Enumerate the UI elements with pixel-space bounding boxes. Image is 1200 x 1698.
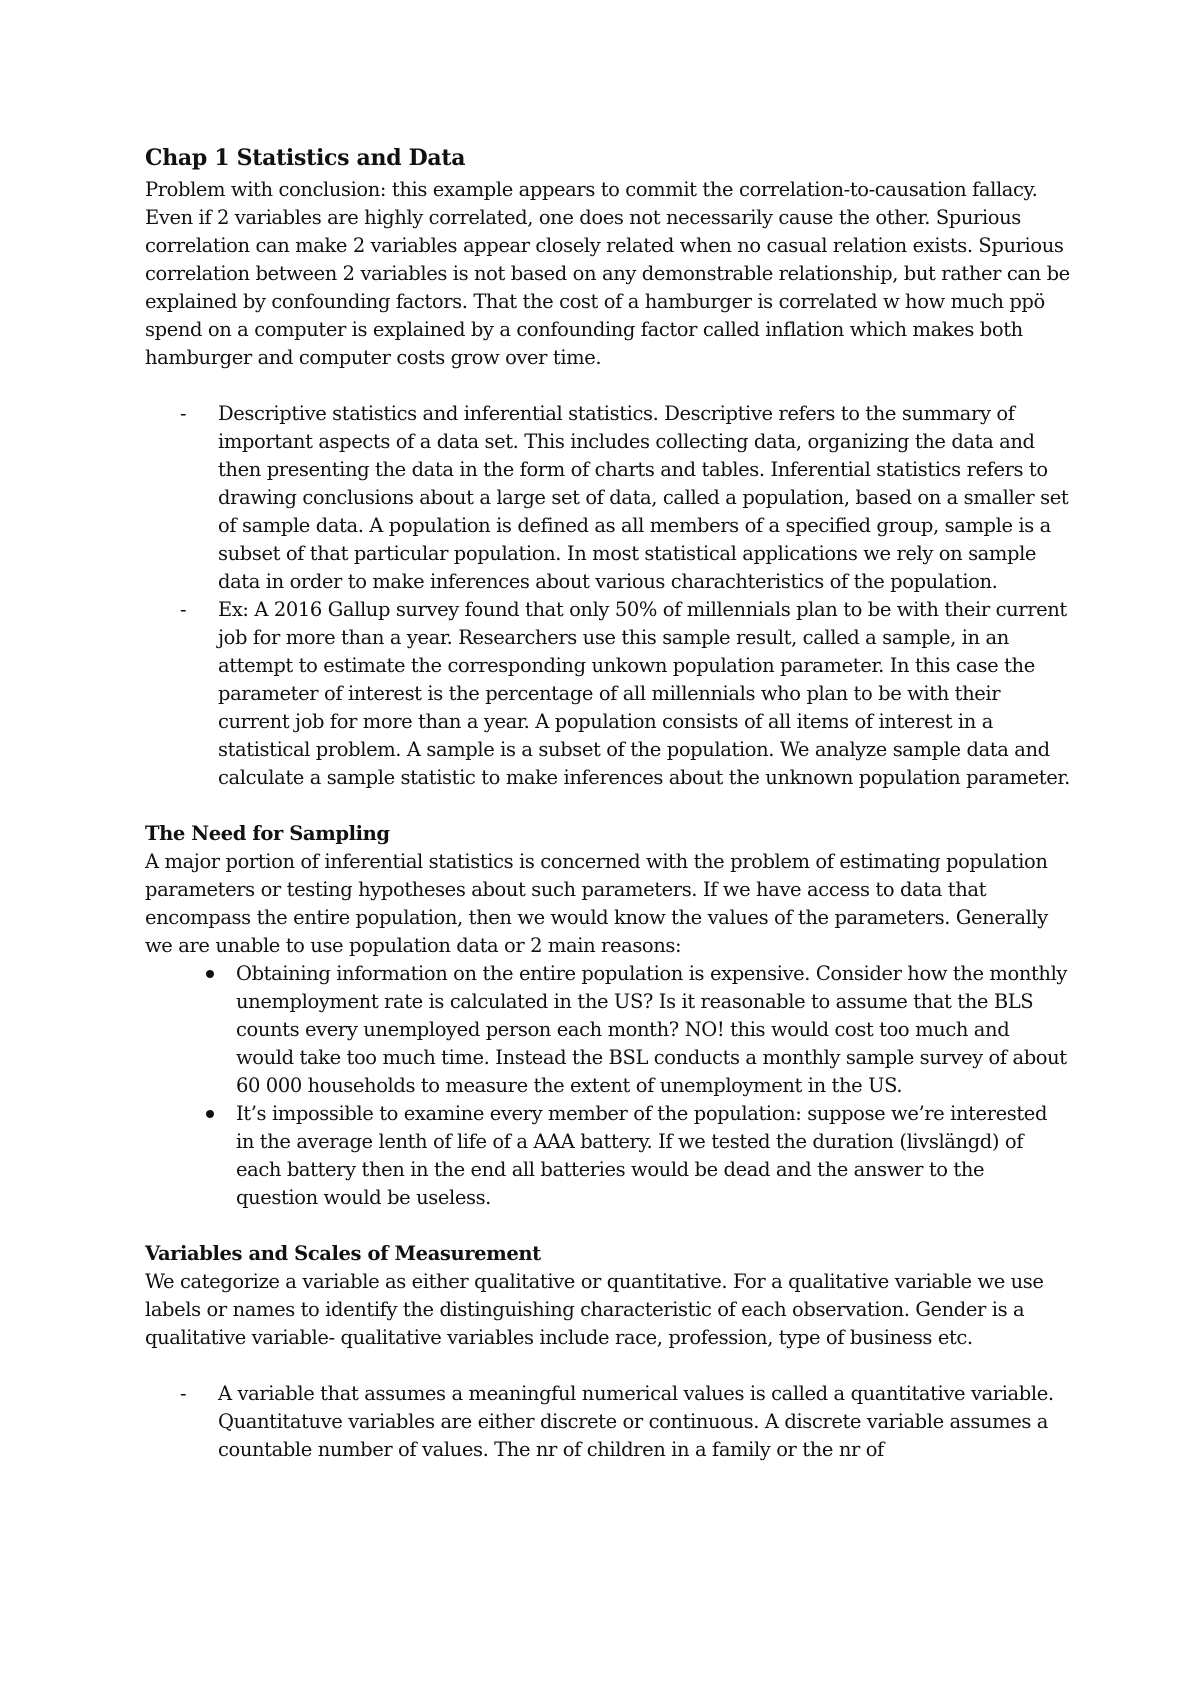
bullet-icon — [206, 1110, 214, 1118]
list-item-text: Descriptive statistics and inferential statistics. Descriptive refers to the summary of important aspects of a data set. This includes collecting data, organizing the data and then presenting the data in the form of charts and tables. Inferential statistics refers to drawing conclusions about a large set of data, called a population, based on a smaller set of sample data. A population is defined as all members of a specified group, sample is a subset of that particular population. In most statistical applications we rely on sample data in order to make inferences about various charachteristics of the population. — [218, 402, 1069, 593]
list-item — [236, 1100, 1070, 1212]
document-page — [145, 142, 1070, 1464]
dash-marker: - — [180, 598, 187, 621]
dash-marker: - — [180, 402, 187, 425]
spacer — [145, 372, 1070, 400]
list-item-text: A variable that assumes a meaningful numerical values is called a quantitative variable. Quantitatuve variables are either discrete or continuous. A discrete variable assumes a countable number of values. The nr of children in a family or the nr of — [218, 1382, 1054, 1461]
sampling-heading: The Need for Sampling — [145, 822, 390, 845]
bullet-icon — [206, 970, 214, 978]
list-item — [236, 960, 1070, 1100]
list-item-text: Ex: A 2016 Gallup survey found that only 50% of millennials plan to be with their current job for more than a year. Researchers use this sample result, called a sample, in an attempt to estimate the corresponding unkown population parameter. In this case the parameter of interest is the percentage of all millennials who plan to be with their current job for more than a year. A population consists of all items of interest in a statistical problem. A sample is a subset of the population. We analyze sample data and calculate a sample statistic to make inferences about the unknown population parameter. — [218, 598, 1070, 789]
variables-dash-list — [145, 1380, 1070, 1464]
document-title: Chap 1 Statistics and Data — [145, 145, 466, 171]
sampling-paragraph: A major portion of inferential statistics is concerned with the problem of estimating population parameters or testing hypotheses about such parameters. If we have access to data that encompass the entire population, then we would know the values of the parameters. Generally we are unable to use population data or 2 main reasons: — [145, 850, 1048, 957]
sampling-bullet-list — [145, 960, 1070, 1212]
list-item-text: Obtaining information on the entire population is expensive. Consider how the monthly unemployment rate is calculated in the US? Is it reasonable to assume that the BLS counts every unemployed person each month? NO! this would cost too much and would take too much time. Instead the BSL conducts a monthly sample survey of about 60 000 households to measure the extent of unemployment in the US. — [236, 962, 1068, 1097]
list-item — [180, 1380, 1070, 1464]
dash-marker: - — [180, 1382, 187, 1405]
list-item-text: It’s impossible to examine every member of the population: suppose we’re interested in the average lenth of life of a AAA battery. If we tested the duration (livslängd) of each battery then in the end all batteries would be dead and the answer to the question would be useless. — [236, 1102, 1048, 1209]
spacer — [145, 1212, 1070, 1240]
variables-heading: Variables and Scales of Measurement — [145, 1242, 541, 1265]
spacer — [145, 1352, 1070, 1380]
list-item — [180, 596, 1070, 792]
variables-paragraph: We categorize a variable as either qualitative or quantitative. For a qualitative variable we use labels or names to identify the distinguishing characteristic of each observation. Gender is a qualitative variable- qualitative variables include race, profession, type of business etc. — [145, 1270, 1044, 1349]
spacer — [145, 792, 1070, 820]
statistics-dash-list — [145, 400, 1070, 792]
intro-paragraph: Problem with conclusion: this example appears to commit the correlation-to-causation fallacy. Even if 2 variables are highly correlated, one does not necessarily cause the other. Spurious correlation can make 2 variables appear closely related when no casual relation exists. Spurious correlation between 2 variables is not based on any demonstrable relationship, but rather can be explained by confounding factors. That the cost of a hamburger is correlated w how much ppö spend on a computer is explained by a confounding factor called inflation which makes both hamburger and computer costs grow over time. — [145, 178, 1070, 369]
list-item — [180, 400, 1070, 596]
